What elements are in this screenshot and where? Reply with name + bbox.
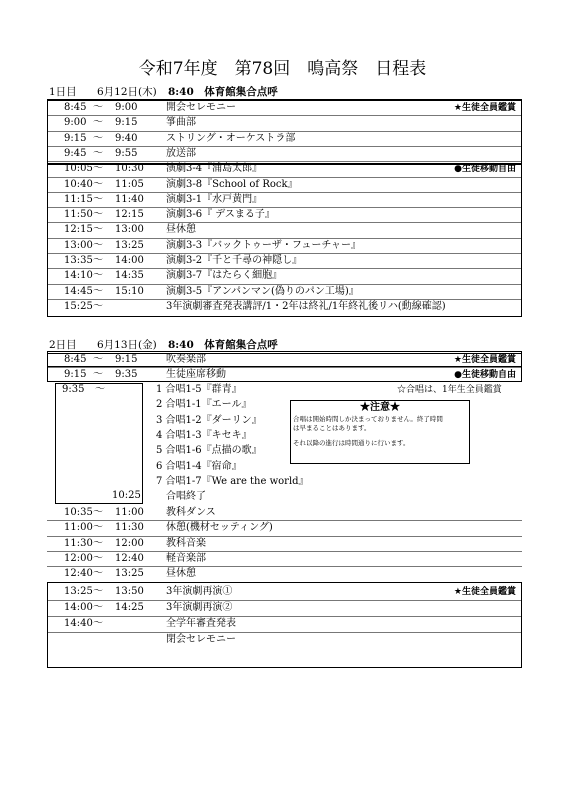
start-time: 13:25 [64,586,93,597]
start-time: 11:30 [64,537,93,549]
start-time: 15:25 [64,300,93,312]
day1-label: 1日目 [49,86,77,98]
end-time: 11:30 [115,522,144,534]
tilde-sep: ～ [93,602,103,613]
event-name: 開会セレモニー [166,102,236,113]
tilde-sep: ～ [93,224,103,236]
day1-block-a [47,99,522,165]
end-time: 10:30 [115,163,144,175]
event-name: 放送部 [166,147,196,159]
chorus-item: 6 合唱1-4『宿命』 [156,460,242,472]
end-time: 13:00 [115,224,144,236]
end-time: 12:40 [115,552,144,564]
start-time: 13:00 [64,239,93,251]
end-time: 12:15 [115,209,144,221]
day1-assembly: 8:40 体育館集合点呼 [168,86,278,98]
caution-title: ★注意★ [360,402,400,413]
chorus-note: ☆合唱は、1年生全員鑑賞 [397,385,502,395]
row-divider [47,551,522,552]
chorus-finish: 合唱終了 [166,491,206,502]
event-name: 演劇3-4『浦島太郎』 [166,163,263,175]
row-note: ★生徒全員鑑賞 [453,587,516,597]
chorus-item: 1 合唱1-5『群青』 [156,384,242,395]
start-time: 10:40 [64,178,93,190]
start-time: 9:45 [64,147,87,159]
tilde-sep: ～ [93,522,103,534]
chorus-time-box [55,383,143,504]
chorus-item: 2 合唱1-1『エール』 [156,399,252,411]
tilde-sep: ～ [93,618,103,629]
start-time: 14:45 [64,285,93,297]
row-note: ★生徒全員鑑賞 [453,103,516,113]
end-time: 13:25 [115,239,144,251]
chorus-tilde: ～ [95,384,105,395]
start-time: 8:45 [64,102,87,113]
day2-block-a [47,351,522,367]
chorus-item: 3 合唱1-2『ダーリン』 [156,414,262,426]
day2-date: 6月13日(金) [97,339,157,351]
tilde-sep: ～ [93,270,103,282]
day2-assembly: 8:40 体育館集合点呼 [168,339,278,351]
tilde-sep: ～ [93,209,103,221]
end-time: 9:35 [115,369,138,381]
chorus-end: 10:25 [112,490,141,501]
schedule-row [47,536,522,552]
tilde-sep: ～ [93,147,103,159]
day2-label: 2日目 [49,339,77,351]
caution-line: 合唱は開始時間しか決まっておりません。終了時間 [293,415,443,423]
end-time: 14:25 [115,602,144,613]
start-time: 9:15 [64,369,87,381]
event-name: 教科音楽 [166,537,206,549]
start-time: 10:05 [64,163,93,175]
event-name: ストリング・オーケストラ部 [166,132,296,144]
start-time: 8:45 [64,354,87,365]
caution-line: それ以降の進行は時間通りに行います。 [293,439,410,447]
end-time: 14:35 [115,270,144,282]
tilde-sep: ～ [93,369,103,381]
start-time: 11:00 [64,522,93,534]
start-time: 14:00 [64,602,93,613]
event-name: 吹奏楽部 [166,354,206,365]
chorus-item: 7 合唱1-7『We are the world』 [156,475,309,487]
tilde-sep: ～ [93,285,103,297]
tilde-sep: ～ [93,552,103,564]
start-time: 9:15 [64,132,87,144]
chorus-item: 5 合唱1-6『点描の歌』 [156,445,262,457]
day1-date: 6月12日(木) [97,86,157,98]
event-name: 演劇3-3『バックトゥーザ・フューチャー』 [166,239,362,251]
event-name: 箏曲部 [166,117,196,129]
tilde-sep: ～ [93,117,103,129]
row-note: ●生徒移動自由 [454,370,516,381]
start-time: 11:15 [64,193,93,205]
start-time: 10:35 [64,507,93,518]
start-time: 12:15 [64,224,93,236]
event-name: 昼休憩 [166,224,196,236]
caution-box [290,400,470,464]
end-time: 14:00 [115,255,144,266]
end-time: 11:40 [115,193,144,205]
event-name: 昼休憩 [166,568,196,580]
row-divider [47,536,522,537]
event-name: 3年演劇再演① [166,586,233,597]
event-name: 全学年審査発表 [166,618,236,629]
end-time: 15:10 [115,285,144,297]
tilde-sep: ～ [93,132,103,144]
day1-block-b [47,163,522,317]
event-name: 演劇3-1『水戸黄門』 [166,193,263,205]
tilde-sep: ～ [93,507,103,518]
event-name: 演劇3-7『はたらく細胞』 [166,270,283,282]
tilde-sep: ～ [93,193,103,205]
start-time: 14:10 [64,270,93,282]
end-time: 11:00 [115,507,144,518]
row-divider [47,520,522,521]
tilde-sep: ～ [93,568,103,580]
tilde-sep: ～ [93,354,103,365]
event-name: 軽音楽部 [166,552,206,564]
start-time: 14:40 [64,618,93,629]
end-time: 12:00 [115,537,144,549]
start-time: 12:40 [64,568,93,580]
schedule-row [47,520,522,536]
event-name: 演劇3-8『School of Rock』 [166,178,298,190]
tilde-sep: ～ [93,255,103,266]
event-name: 3年演劇再演② [166,602,233,613]
schedule-row [47,551,522,567]
end-time: 9:15 [115,117,138,129]
event-name: 教科ダンス [166,507,216,518]
start-time: 11:50 [64,209,93,221]
event-name: 演劇3-2『千と千尋の神隠し』 [166,255,303,266]
schedule-row [47,505,522,521]
row-divider [47,566,522,567]
row-note: ●生徒移動自由 [454,164,516,175]
tilde-sep: ～ [93,537,103,549]
tilde-sep: ～ [93,102,103,113]
end-time: 9:40 [115,132,138,144]
schedule-row [47,566,522,582]
end-time: 9:00 [115,102,138,113]
tilde-sep: ～ [93,239,103,251]
end-time: 11:05 [115,178,144,190]
tilde-sep: ～ [93,178,103,190]
event-name: 生徒座席移動 [166,369,226,381]
event-name: 演劇3-5『アンパンマン(偽りのパン工場)』 [166,285,359,297]
day2-block-b [47,366,522,382]
tilde-sep: ～ [93,300,103,312]
event-name: 3年演劇審査発表講評/1・2年は終礼/1年終礼後リハ(動線確認) [166,300,446,312]
chorus-item: 4 合唱1-3『キセキ』 [156,429,252,441]
start-time: 13:35 [64,255,93,266]
start-time: 12:00 [64,552,93,564]
event-name: 休憩(機材セッティング) [166,522,273,534]
start-time: 9:00 [64,117,87,129]
end-time: 9:55 [115,147,138,159]
end-time: 13:25 [115,568,144,580]
chorus-start: 9:35 [62,384,85,395]
day2-block-c [47,582,522,668]
caution-line: は早まることはあります。 [293,424,371,432]
end-time: 13:50 [115,586,144,597]
page-title: 令和7年度 第78回 鳴高祭 日程表 [138,59,427,79]
event-name: 演劇3-6『 デスまる子』 [166,209,275,221]
row-note: ★生徒全員鑑賞 [453,355,516,365]
tilde-sep: ～ [93,586,103,597]
tilde-sep: ～ [93,163,103,175]
end-time: 9:15 [115,354,138,365]
event-name: 閉会セレモニー [166,634,236,645]
